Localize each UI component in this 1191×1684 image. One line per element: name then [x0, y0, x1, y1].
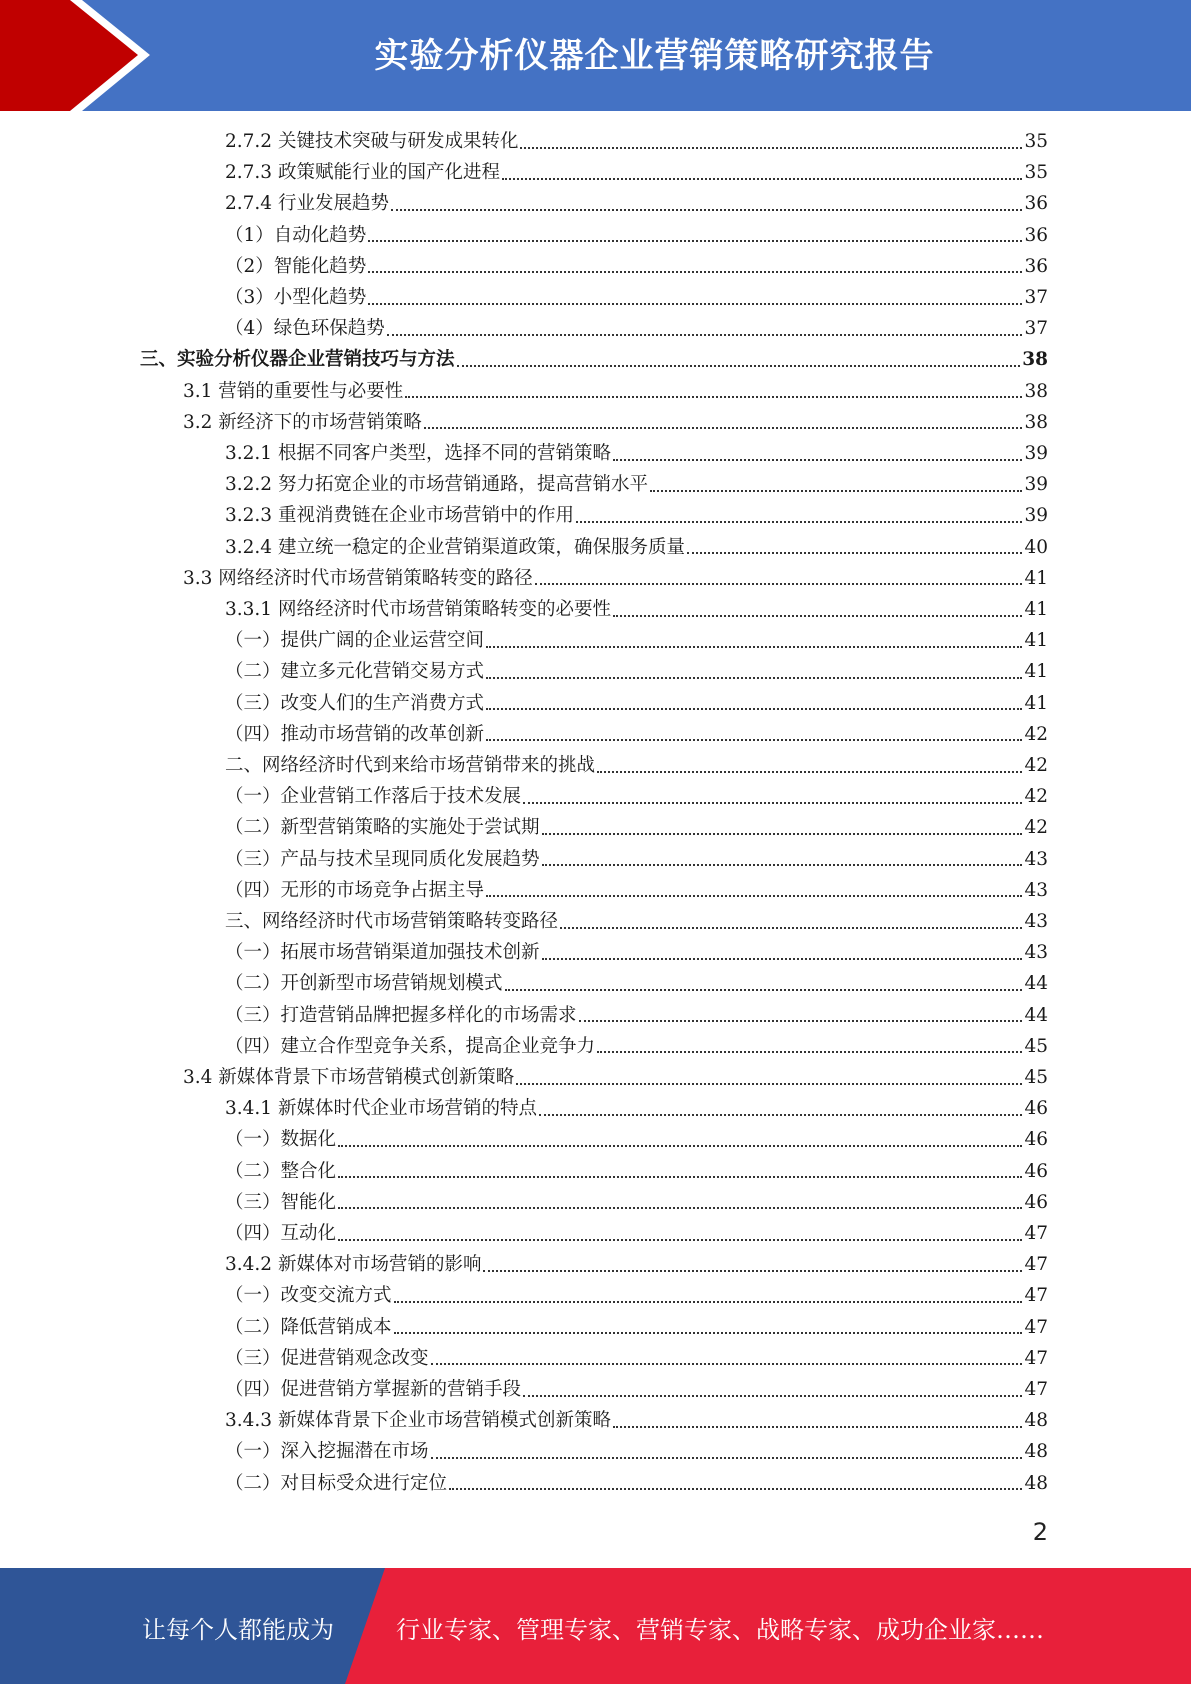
toc-entry-label: （一）改变交流方式	[225, 1285, 392, 1307]
toc-entry-page: 47	[1024, 1254, 1048, 1276]
toc-entry[interactable]	[225, 157, 1048, 188]
toc-entry-page: 37	[1024, 318, 1048, 340]
toc-entry-label: （三）产品与技术呈现同质化发展趋势	[225, 848, 540, 870]
toc-dot-leader	[502, 178, 1022, 180]
toc-entry-label: 3.3 网络经济时代市场营销策略转变的路径	[183, 567, 533, 589]
toc-entry[interactable]	[225, 282, 1048, 313]
toc-dot-leader	[650, 490, 1022, 492]
toc-entry-page: 42	[1024, 786, 1048, 808]
toc-entry-label: 3.2 新经济下的市场营销策略	[183, 411, 422, 433]
toc-entry-label: （3）小型化趋势	[225, 287, 367, 308]
toc-entry-page: 47	[1024, 1379, 1048, 1400]
toc-entry-label: 3.4.3 新媒体背景下企业市场营销模式创新策略	[225, 1410, 611, 1432]
toc-dot-leader	[486, 895, 1022, 897]
toc-entry[interactable]	[225, 1405, 1048, 1436]
toc-entry-page: 46	[1024, 1160, 1048, 1182]
toc-entry-page: 41	[1024, 567, 1048, 589]
toc-dot-leader	[338, 1145, 1022, 1147]
toc-entry-label: （二）新型营销策略的实施处于尝试期	[225, 817, 540, 839]
toc-entry[interactable]	[225, 251, 1048, 282]
toc-entry-label: 3.4.2 新媒体对市场营销的影响	[225, 1254, 482, 1276]
toc-entry-page: 44	[1024, 1004, 1048, 1026]
toc-entry[interactable]	[140, 344, 1048, 375]
footer-banner	[0, 1568, 1191, 1684]
toc-entry-label: 3.2.2 努力拓宽企业的市场营销通路，提高营销水平	[225, 474, 648, 496]
toc-entry[interactable]	[225, 1468, 1048, 1499]
toc-entry-page: 39	[1024, 443, 1048, 464]
toc-entry-page: 47	[1024, 1223, 1048, 1244]
toc-entry[interactable]	[225, 906, 1048, 937]
toc-dot-leader	[516, 1083, 1022, 1085]
toc-entry-label: （一）拓展市场营销渠道加强技术创新	[225, 942, 540, 964]
toc-entry-label: （四）推动市场营销的改革创新	[225, 723, 485, 745]
toc-entry-page: 36	[1024, 193, 1048, 215]
toc-entry-label: （二）降低营销成本	[225, 1316, 392, 1338]
toc-dot-leader	[338, 1176, 1022, 1178]
toc-entry-label: 3.2.4 建立统一稳定的企业营销渠道政策，确保服务质量	[225, 536, 685, 558]
toc-dot-leader	[394, 1332, 1023, 1334]
toc-entry-page: 45	[1024, 1035, 1048, 1057]
toc-dot-leader	[338, 1239, 1022, 1241]
toc-entry-label: 三、实验分析仪器企业营销技巧与方法	[140, 349, 455, 371]
page-number: 2	[1032, 1518, 1048, 1546]
toc-entry[interactable]	[183, 376, 1048, 407]
toc-entry-label: （2）智能化趋势	[225, 255, 367, 277]
toc-dot-leader	[560, 927, 1022, 929]
toc-entry-page: 39	[1024, 474, 1048, 496]
toc-dot-leader	[535, 583, 1023, 585]
toc-entry-label: 3.3.1 网络经济时代市场营销策略转变的必要性	[225, 599, 611, 620]
toc-dot-leader	[486, 646, 1022, 648]
toc-entry-page: 48	[1024, 1472, 1048, 1494]
toc-entry-label: 3.4 新媒体背景下市场营销模式创新策略	[183, 1067, 515, 1088]
toc-entry-label: 3.4.1 新媒体时代企业市场营销的特点	[225, 1098, 537, 1120]
toc-entry[interactable]	[225, 968, 1048, 999]
toc-entry-page: 46	[1024, 1191, 1048, 1213]
toc-entry-label: （三）促进营销观念改变	[225, 1347, 429, 1369]
toc-entry-page: 43	[1024, 911, 1048, 932]
toc-entry-page: 47	[1024, 1347, 1048, 1369]
toc-dot-leader	[597, 1051, 1022, 1053]
toc-dot-leader	[613, 1426, 1022, 1428]
toc-entry[interactable]	[183, 563, 1048, 594]
report-title: 实验分析仪器企业营销策略研究报告	[374, 36, 935, 76]
toc-dot-leader	[391, 209, 1022, 211]
toc-entry[interactable]	[225, 750, 1048, 781]
toc-dot-leader	[576, 521, 1022, 523]
toc-entry[interactable]	[225, 1374, 1048, 1405]
toc-entry-label: （四）互动化	[225, 1223, 337, 1244]
toc-dot-leader	[520, 147, 1022, 149]
toc-entry[interactable]	[225, 844, 1048, 875]
header-banner	[0, 0, 1191, 111]
toc-entry-label: 3.1 营销的重要性与必要性	[183, 380, 404, 402]
toc-entry[interactable]	[225, 313, 1048, 344]
toc-entry-page: 42	[1024, 817, 1048, 839]
toc-dot-leader	[483, 1270, 1022, 1272]
toc-entry-label: 2.7.3 政策赋能行业的国产化进程	[225, 162, 500, 184]
toc-dot-leader	[387, 334, 1023, 336]
toc-entry[interactable]	[225, 1000, 1048, 1031]
toc-entry-page: 42	[1024, 723, 1048, 745]
toc-entry-label: （四）促进营销方掌握新的营销手段	[225, 1379, 522, 1400]
toc-dot-leader	[687, 552, 1022, 554]
toc-entry[interactable]	[225, 1436, 1048, 1467]
toc-entry-label: （一）深入挖掘潜在市场	[225, 1441, 429, 1463]
toc-dot-leader	[613, 459, 1022, 461]
toc-entry-page: 46	[1024, 1098, 1048, 1120]
toc-dot-leader	[486, 677, 1022, 679]
toc-dot-leader	[368, 271, 1022, 273]
toc-entry[interactable]	[225, 594, 1048, 625]
toc-entry-page: 41	[1024, 692, 1048, 714]
toc-dot-leader	[449, 1488, 1022, 1490]
toc-entry-page: 35	[1024, 131, 1048, 152]
toc-dot-leader	[486, 708, 1022, 710]
footer-slogan-left: 让每个人都能成为	[142, 1616, 334, 1644]
toc-entry-label: （二）建立多元化营销交易方式	[225, 661, 485, 683]
toc-dot-leader	[542, 864, 1023, 866]
toc-dot-leader	[539, 1114, 1022, 1116]
toc-entry[interactable]	[225, 812, 1048, 843]
toc-entry[interactable]	[225, 625, 1048, 656]
toc-entry-page: 35	[1024, 162, 1048, 184]
toc-entry-page: 38	[1024, 411, 1048, 433]
toc-entry-label: （三）改变人们的生产消费方式	[225, 692, 485, 714]
toc-entry[interactable]	[225, 1124, 1048, 1155]
toc-entry-page: 48	[1024, 1410, 1048, 1432]
toc-entry-label: （二）对目标受众进行定位	[225, 1472, 448, 1494]
toc-entry[interactable]	[225, 875, 1048, 906]
toc-dot-leader	[431, 1457, 1023, 1459]
toc-dot-leader	[542, 833, 1023, 835]
toc-entry-label: （四）建立合作型竞争关系，提高企业竞争力	[225, 1035, 596, 1057]
toc-entry[interactable]	[225, 469, 1048, 500]
toc-entry-label: （1）自动化趋势	[225, 224, 367, 246]
toc-entry[interactable]	[225, 126, 1048, 157]
toc-entry-page: 39	[1024, 505, 1048, 527]
toc-entry-page: 36	[1024, 255, 1048, 277]
toc-entry-label: 3.2.3 重视消费链在企业市场营销中的作用	[225, 505, 574, 527]
toc-entry-label: （4）绿色环保趋势	[225, 318, 385, 340]
toc-entry[interactable]	[225, 1093, 1048, 1124]
toc-entry-label: （一）数据化	[225, 1129, 337, 1151]
toc-entry[interactable]	[225, 438, 1048, 469]
toc-entry[interactable]	[225, 1156, 1048, 1187]
toc-dot-leader	[523, 802, 1022, 804]
toc-dot-leader	[597, 771, 1022, 773]
toc-dot-leader	[613, 615, 1022, 617]
toc-entry-page: 43	[1024, 879, 1048, 901]
toc-dot-leader	[457, 365, 1021, 367]
toc-dot-leader	[368, 240, 1022, 242]
toc-entry-page: 41	[1024, 630, 1048, 652]
toc-entry-label: 2.7.2 关键技术突破与研发成果转化	[225, 131, 519, 152]
toc-entry[interactable]	[225, 1312, 1048, 1343]
toc-entry-page: 45	[1024, 1067, 1048, 1088]
toc-entry-page: 47	[1024, 1316, 1048, 1338]
toc-entry-page: 41	[1024, 599, 1048, 620]
toc-entry[interactable]	[183, 407, 1048, 438]
toc-entry-page: 37	[1024, 287, 1048, 308]
toc-entry-page: 48	[1024, 1441, 1048, 1463]
toc-dot-leader	[505, 989, 1023, 991]
toc-entry[interactable]	[225, 532, 1048, 563]
toc-entry-label: 3.2.1 根据不同客户类型，选择不同的营销策略	[225, 443, 611, 464]
toc-entry-label: （二）开创新型市场营销规划模式	[225, 973, 503, 995]
toc-entry-page: 38	[1022, 349, 1048, 371]
toc-entry[interactable]	[183, 1062, 1048, 1093]
toc-entry[interactable]	[225, 781, 1048, 812]
toc-entry-page: 36	[1024, 224, 1048, 246]
toc-dot-leader	[405, 396, 1022, 398]
toc-entry[interactable]	[225, 1280, 1048, 1311]
toc-entry-label: （二）整合化	[225, 1160, 337, 1182]
toc-entry[interactable]	[225, 1343, 1048, 1374]
toc-dot-leader	[394, 1301, 1023, 1303]
toc-entry[interactable]	[225, 1218, 1048, 1249]
toc-entry[interactable]	[225, 1031, 1048, 1062]
toc-entry-label: 2.7.4 行业发展趋势	[225, 193, 389, 215]
toc-entry-page: 43	[1024, 942, 1048, 964]
toc-dot-leader	[579, 1020, 1023, 1022]
toc-entry[interactable]	[225, 937, 1048, 968]
toc-entry-label: （四）无形的市场竞争占据主导	[225, 879, 485, 901]
toc-entry-page: 43	[1024, 848, 1048, 870]
toc-entry[interactable]	[225, 719, 1048, 750]
toc-entry-page: 38	[1024, 380, 1048, 402]
toc-entry-page: 41	[1024, 661, 1048, 683]
toc-dot-leader	[338, 1207, 1022, 1209]
toc-entry[interactable]	[225, 500, 1048, 531]
toc-entry-label: 二、网络经济时代到来给市场营销带来的挑战	[225, 755, 596, 776]
toc-entry-page: 42	[1024, 755, 1048, 776]
toc-entry-label: （三）打造营销品牌把握多样化的市场需求	[225, 1004, 577, 1026]
toc-entry-label: （一）企业营销工作落后于技术发展	[225, 786, 522, 808]
toc-dot-leader	[424, 427, 1023, 429]
toc-entry-page: 44	[1024, 973, 1048, 995]
toc-entry-label: （一）提供广阔的企业运营空间	[225, 630, 485, 652]
toc-dot-leader	[431, 1363, 1023, 1365]
toc-entry[interactable]	[225, 1249, 1048, 1280]
toc-entry[interactable]	[225, 656, 1048, 687]
toc-entry-page: 46	[1024, 1129, 1048, 1151]
toc-entry-page: 47	[1024, 1285, 1048, 1307]
footer-slogan-right: 行业专家、管理专家、营销专家、战略专家、成功企业家……	[396, 1616, 1044, 1644]
toc-dot-leader	[368, 303, 1022, 305]
toc-dot-leader	[542, 958, 1023, 960]
toc-entry-label: 三、网络经济时代市场营销策略转变路径	[225, 911, 559, 932]
toc-entry[interactable]	[225, 220, 1048, 251]
toc-dot-leader	[523, 1395, 1022, 1397]
toc-entry-page: 40	[1024, 536, 1048, 558]
toc-entry[interactable]	[225, 188, 1048, 219]
toc-entry[interactable]	[225, 1187, 1048, 1218]
toc-entry[interactable]	[225, 688, 1048, 719]
toc-entry-label: （三）智能化	[225, 1191, 337, 1213]
toc-dot-leader	[486, 739, 1022, 741]
